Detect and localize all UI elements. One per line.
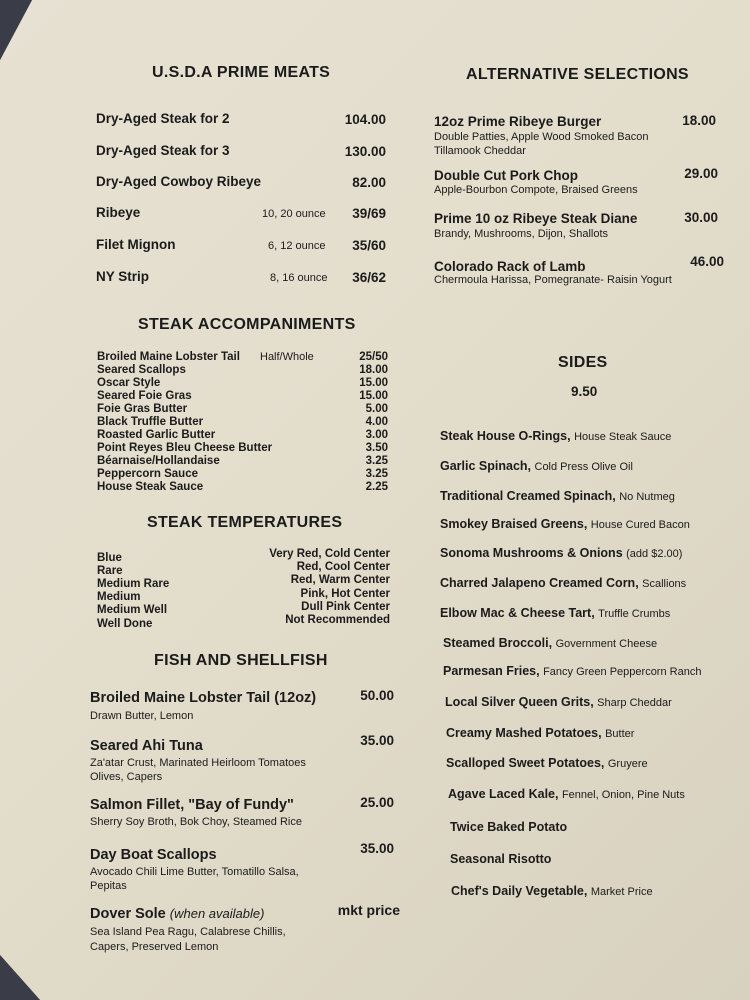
side-item xyxy=(440,429,671,443)
background-corner xyxy=(0,0,32,60)
side-item-name: Sonoma Mushrooms & Onions xyxy=(440,546,623,560)
alt-item-name: Prime 10 oz Ribeye Steak Diane xyxy=(434,211,638,226)
side-item-desc: Market Price xyxy=(590,886,653,898)
accompaniment-price: 3.00 xyxy=(365,429,388,441)
menu-item-name: Ribeye xyxy=(96,205,141,220)
accompaniment-price: 18.00 xyxy=(359,364,388,376)
temperature-name: Blue xyxy=(97,552,122,564)
accompaniment-price: 5.00 xyxy=(365,403,388,415)
side-item-desc: House Cured Bacon xyxy=(590,519,690,531)
accompaniment-price: 3.25 xyxy=(365,468,388,480)
fish-item-desc: Za'atar Crust, Marinated Heirloom Tomatoes xyxy=(90,757,306,769)
side-item-desc: Butter xyxy=(605,728,635,740)
temperature-desc: Dull Pink Center xyxy=(301,601,390,613)
fish-item-desc: Drawn Butter, Lemon xyxy=(90,710,194,722)
fish-item-desc: Avocado Chili Lime Butter, Tomatillo Salsa, xyxy=(90,866,299,878)
temperature-name: Medium Well xyxy=(97,604,168,616)
accompaniment-name: Peppercorn Sauce xyxy=(97,468,198,480)
fish-item-desc: Sherry Soy Broth, Bok Choy, Steamed Rice xyxy=(90,816,302,828)
fish-item-name: Day Boat Scallops xyxy=(90,847,217,863)
side-item-name: Twice Baked Potato xyxy=(450,820,568,834)
side-item-name: Seasonal Risotto xyxy=(450,852,552,866)
accompaniment-name: Seared Scallops xyxy=(97,364,186,376)
temperature-name: Well Done xyxy=(97,618,153,630)
accompaniment-name: Broiled Maine Lobster Tail xyxy=(97,351,240,363)
alt-item-desc: Brandy, Mushrooms, Dijon, Shallots xyxy=(434,228,609,240)
accompaniment-name: House Steak Sauce xyxy=(97,481,204,493)
accompaniment-name: Béarnaise/Hollandaise xyxy=(97,455,220,467)
section-heading-accompaniments: STEAK ACCOMPANIMENTS xyxy=(138,316,356,333)
alt-item-desc: Double Patties, Apple Wood Smoked Bacon xyxy=(434,131,649,143)
side-item-name: Charred Jalapeno Creamed Corn, xyxy=(440,576,639,590)
side-item-desc: Truffle Crumbs xyxy=(598,608,671,620)
side-item-desc: Scallions xyxy=(642,578,687,590)
temperature-desc: Not Recommended xyxy=(285,614,390,626)
fish-item-price: 35.00 xyxy=(360,733,394,748)
side-item xyxy=(448,787,685,801)
sides-price: 9.50 xyxy=(571,384,598,399)
accompaniment-note: Half/Whole xyxy=(260,351,314,363)
section-heading-prime-meats: U.S.D.A PRIME MEATS xyxy=(152,64,331,81)
side-item xyxy=(446,726,634,740)
side-item-name: Steak House O-Rings, xyxy=(440,429,571,443)
accompaniment-price: 3.25 xyxy=(365,455,388,467)
accompaniment-price: 3.50 xyxy=(365,442,388,454)
side-item-desc: Government Cheese xyxy=(555,638,658,650)
side-item-name: Local Silver Queen Grits, xyxy=(445,695,594,709)
alt-item-price: 29.00 xyxy=(684,166,718,181)
accompaniment-name: Roasted Garlic Butter xyxy=(97,429,216,441)
fish-item-name-text: Dover Sole xyxy=(90,906,166,922)
alt-item-desc: Chermoula Harissa, Pomegranate- Raisin Yogurt xyxy=(434,274,672,286)
fish-item-desc: Olives, Capers xyxy=(90,771,163,783)
fish-item-desc: Pepitas xyxy=(90,880,127,892)
side-item xyxy=(445,695,672,709)
alt-item-name: Double Cut Pork Chop xyxy=(434,168,578,183)
side-item xyxy=(440,576,686,590)
side-item-name: Elbow Mac & Cheese Tart, xyxy=(440,606,595,620)
accompaniment-price: 4.00 xyxy=(365,416,388,428)
menu-item-price: 104.00 xyxy=(344,112,386,127)
side-item xyxy=(443,664,701,678)
temperature-desc: Red, Cool Center xyxy=(296,561,390,573)
fish-item-desc: Capers, Preserved Lemon xyxy=(90,941,219,953)
fish-item-name: Seared Ahi Tuna xyxy=(90,738,203,754)
alt-item-desc: Apple-Bourbon Compote, Braised Greens xyxy=(434,184,638,196)
accompaniment-price: 2.25 xyxy=(365,481,388,493)
accompaniment-name: Black Truffle Butter xyxy=(97,416,204,428)
menu-item-size: 6, 12 ounce xyxy=(268,240,326,252)
alt-item-name: 12oz Prime Ribeye Burger xyxy=(434,114,602,129)
menu-item-price: 130.00 xyxy=(344,144,386,159)
fish-item-name-note: (when available) xyxy=(169,906,265,921)
side-item-name: Traditional Creamed Spinach, xyxy=(440,489,616,503)
accompaniment-price: 25/50 xyxy=(359,351,388,363)
accompaniment-name: Point Reyes Bleu Cheese Butter xyxy=(97,442,273,454)
accompaniment-name: Oscar Style xyxy=(97,377,161,389)
menu-item-price: 39/69 xyxy=(352,206,386,221)
fish-item-price: 25.00 xyxy=(360,795,394,810)
temperature-name: Medium xyxy=(97,591,141,603)
side-item xyxy=(450,852,551,866)
accompaniment-name: Seared Foie Gras xyxy=(97,390,192,402)
alt-item-price: 18.00 xyxy=(682,113,716,128)
temperature-name: Medium Rare xyxy=(97,578,170,590)
fish-item-name xyxy=(90,906,264,922)
side-item xyxy=(446,756,648,770)
side-item-desc: Sharp Cheddar xyxy=(597,697,672,709)
temperature-desc: Pink, Hot Center xyxy=(300,588,390,600)
fish-item-price: 35.00 xyxy=(360,841,394,856)
menu-item-price: 82.00 xyxy=(352,175,386,190)
temperature-name: Rare xyxy=(97,565,123,577)
section-heading-sides: SIDES xyxy=(558,354,608,371)
side-item-name: Creamy Mashed Potatoes, xyxy=(446,726,602,740)
side-item-desc: Cold Press Olive Oil xyxy=(534,461,633,473)
fish-item-name: Salmon Fillet, "Bay of Fundy" xyxy=(90,797,294,813)
side-item xyxy=(440,517,690,531)
section-heading-temperatures: STEAK TEMPERATURES xyxy=(147,514,343,531)
side-item-desc: (add $2.00) xyxy=(626,548,683,560)
fish-item-desc: Sea Island Pea Ragu, Calabrese Chillis, xyxy=(90,926,286,938)
alt-item-desc: Tillamook Cheddar xyxy=(434,145,526,157)
menu-item-name: Filet Mignon xyxy=(96,237,176,252)
menu-item-name: NY Strip xyxy=(96,269,150,284)
side-item-desc: House Steak Sauce xyxy=(574,431,672,443)
section-heading-fish: FISH AND SHELLFISH xyxy=(154,652,328,669)
fish-item-price: 50.00 xyxy=(360,688,394,703)
menu-item-name: Dry-Aged Steak for 3 xyxy=(96,143,230,158)
side-item-name: Parmesan Fries, xyxy=(443,664,540,678)
side-item-name: Garlic Spinach, xyxy=(440,459,532,473)
background-corner xyxy=(0,955,40,1000)
side-item xyxy=(450,820,567,834)
menu-item-price: 35/60 xyxy=(352,238,386,253)
menu-item-size: 8, 16 ounce xyxy=(270,272,328,284)
alt-item-price: 46.00 xyxy=(690,254,724,269)
menu-item-name: Dry-Aged Cowboy Ribeye xyxy=(96,174,262,189)
side-item xyxy=(443,636,657,650)
side-item-name: Chef's Daily Vegetable, xyxy=(451,884,588,898)
side-item-name: Scalloped Sweet Potatoes, xyxy=(446,756,605,770)
side-item xyxy=(451,884,653,898)
accompaniment-price: 15.00 xyxy=(359,377,388,389)
fish-item-price: mkt price xyxy=(337,902,400,918)
side-item-desc: Fancy Green Peppercorn Ranch xyxy=(543,666,702,678)
side-item-name: Agave Laced Kale, xyxy=(448,787,559,801)
menu-item-price: 36/62 xyxy=(352,270,386,285)
side-item xyxy=(440,459,633,473)
side-item-desc: No Nutmeg xyxy=(619,491,675,503)
alt-item-price: 30.00 xyxy=(684,210,718,225)
menu-item-name: Dry-Aged Steak for 2 xyxy=(96,111,230,126)
side-item-name: Smokey Braised Greens, xyxy=(440,517,588,531)
menu-item-size: 10, 20 ounce xyxy=(262,208,326,220)
side-item xyxy=(440,546,682,560)
side-item xyxy=(440,489,675,503)
accompaniment-name: Foie Gras Butter xyxy=(97,403,188,415)
section-heading-alternatives: ALTERNATIVE SELECTIONS xyxy=(466,66,689,83)
side-item-name: Steamed Broccoli, xyxy=(443,636,553,650)
accompaniment-price: 15.00 xyxy=(359,390,388,402)
temperature-desc: Very Red, Cold Center xyxy=(269,548,390,560)
side-item-desc: Gruyere xyxy=(607,758,648,770)
alt-item-name: Colorado Rack of Lamb xyxy=(434,259,586,274)
side-item-desc: Fennel, Onion, Pine Nuts xyxy=(561,789,685,801)
fish-item-name: Broiled Maine Lobster Tail (12oz) xyxy=(90,690,317,706)
temperature-desc: Red, Warm Center xyxy=(290,574,390,586)
side-item xyxy=(440,606,670,620)
